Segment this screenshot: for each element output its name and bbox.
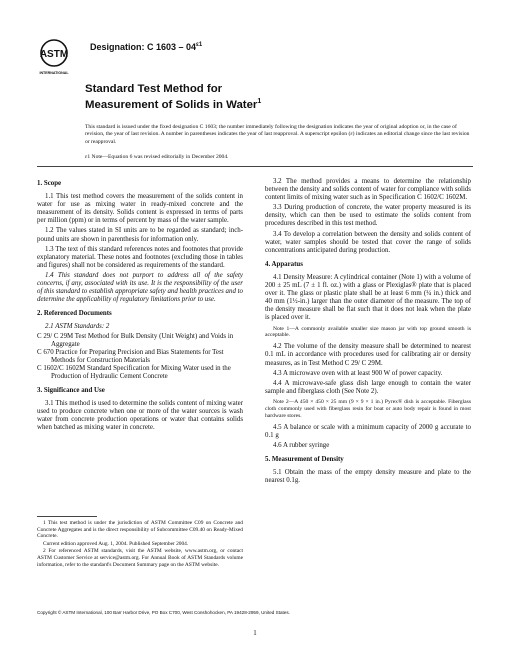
- para-3-4: 3.4 To develop a correlation between the density and solids content of water, water samples should be tested that cover the range of solids concentrations anticipated during production.: [265, 230, 471, 254]
- footnote-2: 2 For referenced ASTM standards, visit the ASTM website, www.astm.org, or contact ASTM Customer Service at service@astm.org. For Annual Book of ASTM Standards volume information, refer to the standard's Document Summary page on the ASTM website.: [37, 548, 243, 568]
- para-4-1: 4.1 Density Measure: A cylindrical container (Note 1) with a volume of 200 ± 25 mL (7 ± 1 fl. oz.) with a glass or Plexiglas® plate that is placed over it. The glass or plastic plate shall be at least 6 mm (¼ in.) thick and 40 mm (1½-in.) larger than the outer diameter of the measure. The top of the density measure shall be flat such that it does not leak when the plate is placed over it.: [265, 273, 471, 322]
- ref-c670[interactable]: C 670 Practice for Preparing Precision and Bias Statements for Test Methods for Construction Materials: [37, 348, 224, 364]
- footnote-rule: [37, 516, 97, 517]
- right-column: [265, 178, 471, 487]
- note-1: Note 1—A commonly available smaller size mason jar with top ground smooth is acceptable.: [265, 325, 471, 339]
- para-1-2: 1.2 The values stated in SI units are to be regarded as standard; inch-pound units are shown in parenthesis for information only.: [37, 227, 243, 243]
- para-2-1: 2.1 ASTM Standards: 2: [45, 323, 110, 331]
- designation: Designation: C $1603 - 04^{\varepsilon 1}$: [90, 42, 203, 52]
- copyright-line: Copyright © ASTM International, 100 Barr Harbor Drive, PO Box C700, West Conshohocken, PA 19428-2959, United States.: [37, 610, 290, 615]
- para-3-1: 3.1 This method is used to determine the solids content of mixing water used to produce concrete when one or more of the water sources is wash water from concrete production operations or water that contains solids when batched as mixing water in concrete.: [37, 400, 243, 432]
- footnotes: [37, 520, 243, 569]
- para-4-2: 4.2 The volume of the density measure shall be determined to nearest 0.1 mL in accordance with procedures used for calibrating air or density measures, as in Test Method C 29/ C 29M.: [265, 343, 471, 367]
- para-1-4: 1.4 This standard does not purport to address all of the safety concerns, if any, associated with its use. It is the responsibility of the user of this standard to establish appropriate safety and health practices and to determine the applicability of regulatory limitations prior to use.: [37, 271, 243, 304]
- para-4-5: 4.5 A balance or scale with a minimum capacity of 2000 g accurate to 0.1 g: [265, 423, 471, 439]
- section-measurement-heading: 5. Measurement of Density: [265, 455, 344, 463]
- page-number: 1: [253, 630, 257, 637]
- ref-c1602[interactable]: C 1602/C 1602M Standard Specification for Mixing Water used in the Production of Hydraulic Cement Concrete: [37, 364, 231, 380]
- astm-logo-icon: [37, 38, 71, 76]
- issuance-statement: This standard is issued under the fixed designation C 1603; the number immediately following the designation indicates the year of original adoption or, in the case of revision, the year of last revision. A number in parentheses indicates the year of last reapproval. A superscript epsilon (ε) indicates an editorial change since the last revision or reapproval.: [85, 124, 470, 145]
- svg-text:INTERNATIONAL: INTERNATIONAL: [39, 71, 69, 75]
- footnote-1-edition: Current edition approved Aug. 1, 2004. Published September 2004.: [43, 540, 189, 547]
- header-rule: [37, 166, 473, 167]
- epsilon-note: ε1 Note—Equation 6 was revised editorially in December 2004.: [85, 154, 229, 160]
- para-3-3: 3.3 During production of concrete, the water property measured is its density, which can then be used to estimate the solids content from procedures described in this test method.: [265, 204, 471, 228]
- document-title: Standard Test Method for Measurement of Solids in Water$^1$: [85, 83, 262, 111]
- svg-text:ASTM: ASTM: [39, 49, 69, 60]
- ref-c29[interactable]: C 29/ C 29M Test Method for Bulk Density (Unit Weight) and Voids in Aggregate: [37, 332, 234, 348]
- footnote-1: 1 This test method is under the jurisdiction of ASTM Committee C09 on Concrete and Concrete Aggregates and is the direct responsibility of Subcommittee C09.40 on Ready-Mixed Concrete.: [37, 520, 243, 540]
- section-apparatus-heading: 4. Apparatus: [265, 260, 303, 268]
- para-4-4: 4.4 A microwave-safe glass dish large enough to contain the water sample and fiberglass cloth (See Note 2).: [265, 379, 471, 395]
- para-4-3: 4.3 A microwave oven with at least 900 W of power capacity.: [273, 369, 443, 377]
- para-1-3: 1.3 The text of this standard references notes and footnotes that provide explanatory material. These notes and footnotes (excluding those in tables and figures) shall not be considered as requirements of the standard.: [37, 245, 243, 269]
- para-1-1: 1.1 This test method covers the measurement of the solids content in water for use as mixing water in ready-mixed concrete and the measurement of its density. Solids content is expressed in terms of parts per million (ppm) or in terms of percent by mass of the water sample.: [37, 193, 243, 225]
- para-4-6: 4.6 A rubber syringe: [273, 441, 330, 449]
- section-significance-heading: 3. Significance and Use: [37, 387, 105, 395]
- section-referenced-documents-heading: 2. Referenced Documents: [37, 310, 112, 318]
- section-scope-heading: 1. Scope: [37, 180, 62, 187]
- left-column: [37, 178, 243, 435]
- para-3-2: 3.2 The method provides a means to determine the relationship between the density and solids content of water for compliance with solids content limits of mixing water such as in Specification C 1602/C 1602M.: [265, 178, 471, 202]
- note-2: Note 2—A 450 × 450 × 25 mm (9 × 9 × 1 in.) Pyrex® dish is acceptable. Fiberglass cloth commonly used with fiberglass resin for boat or auto body repair is found in most hardware stores.: [265, 398, 471, 419]
- para-5-1: 5.1 Obtain the mass of the empty density measure and plate to the nearest 0.1g.: [265, 468, 471, 485]
